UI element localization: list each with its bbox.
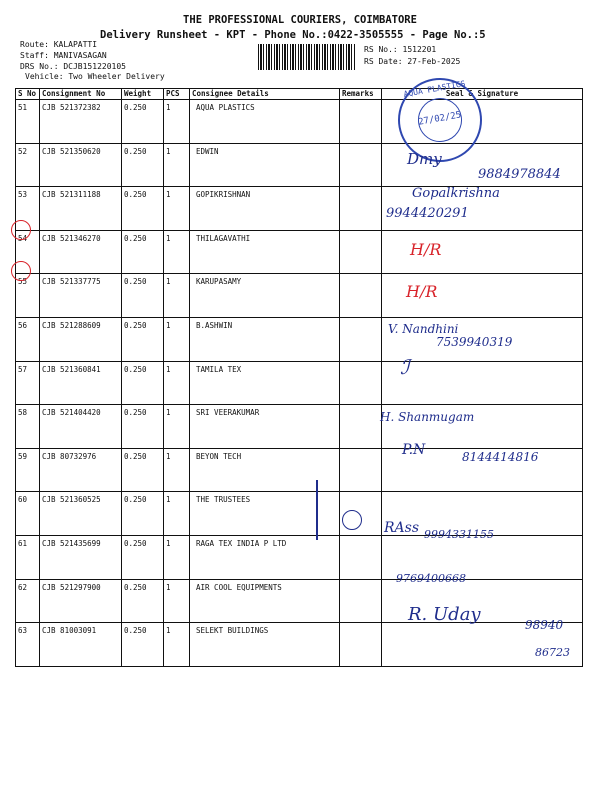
cell-consignment: CJB 521350620: [40, 143, 122, 187]
cell-sno: 52: [16, 143, 40, 187]
cell-remarks: [340, 187, 382, 231]
cell-pcs: 1: [164, 187, 190, 231]
cell-pcs: 1: [164, 535, 190, 579]
cell-weight: 0.250: [122, 100, 164, 144]
cell-consignee: THE TRUSTEES: [190, 492, 340, 536]
signature-52: Dmy: [407, 150, 442, 168]
cell-weight: 0.250: [122, 230, 164, 274]
cell-consignee: SRI VEERAKUMAR: [190, 405, 340, 449]
pen-line-60: [316, 480, 318, 540]
cell-consignment: CJB 521346270: [40, 230, 122, 274]
table-row: [16, 230, 583, 274]
cell-pcs: 1: [164, 143, 190, 187]
col-sno: S No: [16, 89, 40, 100]
cell-sno: 56: [16, 317, 40, 361]
cell-pcs: 1: [164, 579, 190, 623]
document-subtitle: Delivery Runsheet - KPT - Phone No.:0422-3505555 - Page No.:5: [100, 29, 486, 41]
cell-consignee: RAGA TEX INDIA P LTD: [190, 535, 340, 579]
cell-consignment: CJB 521404420: [40, 405, 122, 449]
cell-consignee: AQUA PLASTICS: [190, 100, 340, 144]
cell-pcs: 1: [164, 274, 190, 318]
cell-remarks: [340, 361, 382, 405]
red-circle-55: [11, 261, 31, 281]
col-pcs: PCS: [164, 89, 190, 100]
cell-consignee: AIR COOL EQUIPMENTS: [190, 579, 340, 623]
table-row: [16, 535, 583, 579]
mark-54: H/R: [410, 240, 442, 259]
cell-weight: 0.250: [122, 579, 164, 623]
cell-sno: 59: [16, 448, 40, 492]
cell-remarks: [340, 405, 382, 449]
cell-consignee: GOPIKRISHNAN: [190, 187, 340, 231]
cell-sno: 57: [16, 361, 40, 405]
table-row: [16, 579, 583, 623]
table-row: [16, 623, 583, 667]
cell-consignee: SELEKT BUILDINGS: [190, 623, 340, 667]
name-56: V. Nandhini: [388, 322, 459, 336]
cell-remarks: [340, 230, 382, 274]
cell-consignment: CJB 521337775: [40, 274, 122, 318]
signature-59: P.N: [402, 442, 426, 458]
aqua-plastics-stamp: AQUA PLASTICS 27/02/25: [391, 71, 488, 168]
cell-consignment: CJB 521288609: [40, 317, 122, 361]
barcode: [258, 44, 356, 70]
cell-weight: 0.250: [122, 492, 164, 536]
cell-pcs: 1: [164, 623, 190, 667]
cell-consignee: THILAGAVATHI: [190, 230, 340, 274]
cell-remarks: [340, 143, 382, 187]
cell-consignee: TAMILA TEX: [190, 361, 340, 405]
table-row: [16, 492, 583, 536]
cell-signature: [382, 361, 583, 405]
phone-53: 9944420291: [386, 206, 469, 221]
cell-remarks: [340, 274, 382, 318]
blue-circle-61: [342, 510, 362, 530]
cell-remarks: [340, 317, 382, 361]
cell-weight: 0.250: [122, 448, 164, 492]
cell-consignee: B.ASHWIN: [190, 317, 340, 361]
route-label: Route: KALAPATTI: [20, 40, 98, 49]
cell-consignment: CJB 521297900: [40, 579, 122, 623]
cell-weight: 0.250: [122, 405, 164, 449]
cell-consignment: CJB 521311188: [40, 187, 122, 231]
cell-sno: 55: [16, 274, 40, 318]
cell-sno: 62: [16, 579, 40, 623]
cell-consignment: CJB 521435699: [40, 535, 122, 579]
col-consignment: Consignment No: [40, 89, 122, 100]
signature-57: ℐ: [400, 355, 410, 379]
col-weight: Weight: [122, 89, 164, 100]
name-53: Gopalkrishna: [412, 186, 500, 201]
phone-56: 7539940319: [436, 335, 513, 349]
cell-consignment: CJB 521372382: [40, 100, 122, 144]
document-title: THE PROFESSIONAL COURIERS, COIMBATORE: [183, 14, 417, 26]
col-signature: Seal & Signature: [382, 89, 583, 100]
staff-label: Staff: MANIVASAGAN: [20, 51, 107, 60]
phone-63: 98940: [525, 618, 564, 632]
cell-weight: 0.250: [122, 535, 164, 579]
cell-consignment: CJB 521360841: [40, 361, 122, 405]
signature-61: RAss: [384, 520, 420, 536]
phone-59: 8144414816: [462, 450, 539, 464]
cell-pcs: 1: [164, 405, 190, 449]
cell-weight: 0.250: [122, 317, 164, 361]
cell-weight: 0.250: [122, 187, 164, 231]
table-row: [16, 274, 583, 318]
cell-remarks: [340, 448, 382, 492]
table-row: [16, 405, 583, 449]
cell-weight: 0.250: [122, 361, 164, 405]
extra-63: 86723: [535, 646, 570, 659]
cell-consignment: CJB 80732976: [40, 448, 122, 492]
cell-sno: 58: [16, 405, 40, 449]
drs-label: DRS No.: DCJB151220105: [20, 62, 126, 71]
table-header-row: [16, 89, 583, 100]
phone-62: 9769400668: [396, 572, 466, 585]
cell-sno: 53: [16, 187, 40, 231]
cell-sno: 60: [16, 492, 40, 536]
cell-sno: 51: [16, 100, 40, 144]
mark-55: H/R: [406, 282, 438, 301]
phone-52: 9884978844: [478, 167, 561, 182]
cell-remarks: [340, 623, 382, 667]
vehicle-label: Vehicle: Two Wheeler Delivery: [25, 72, 165, 81]
red-circle-54: [11, 220, 31, 240]
cell-pcs: 1: [164, 448, 190, 492]
col-consignee: Consignee Details: [190, 89, 340, 100]
table-row: [16, 361, 583, 405]
cell-consignee: BEYON TECH: [190, 448, 340, 492]
cell-pcs: 1: [164, 230, 190, 274]
cell-remarks: [340, 100, 382, 144]
cell-pcs: 1: [164, 100, 190, 144]
rs-date: RS Date: 27-Feb-2025: [364, 57, 461, 66]
cell-remarks: [340, 535, 382, 579]
col-remarks: Remarks: [340, 89, 382, 100]
cell-weight: 0.250: [122, 623, 164, 667]
cell-pcs: 1: [164, 492, 190, 536]
rs-number: RS No.: 1512201: [364, 45, 437, 54]
cell-consignee: KARUPASAMY: [190, 274, 340, 318]
cell-sno: 61: [16, 535, 40, 579]
signature-63: R. Uday: [408, 604, 481, 625]
cell-consignment: CJB 521360525: [40, 492, 122, 536]
cell-weight: 0.250: [122, 143, 164, 187]
cell-consignee: EDWIN: [190, 143, 340, 187]
table-row: [16, 100, 583, 144]
cell-remarks: [340, 579, 382, 623]
cell-pcs: 1: [164, 317, 190, 361]
cell-sno: 63: [16, 623, 40, 667]
phone-61: 9994331155: [424, 528, 494, 541]
cell-consignment: CJB 81003091: [40, 623, 122, 667]
cell-sno: 54: [16, 230, 40, 274]
name-58: H. Shanmugam: [380, 410, 475, 424]
cell-pcs: 1: [164, 361, 190, 405]
cell-weight: 0.250: [122, 274, 164, 318]
